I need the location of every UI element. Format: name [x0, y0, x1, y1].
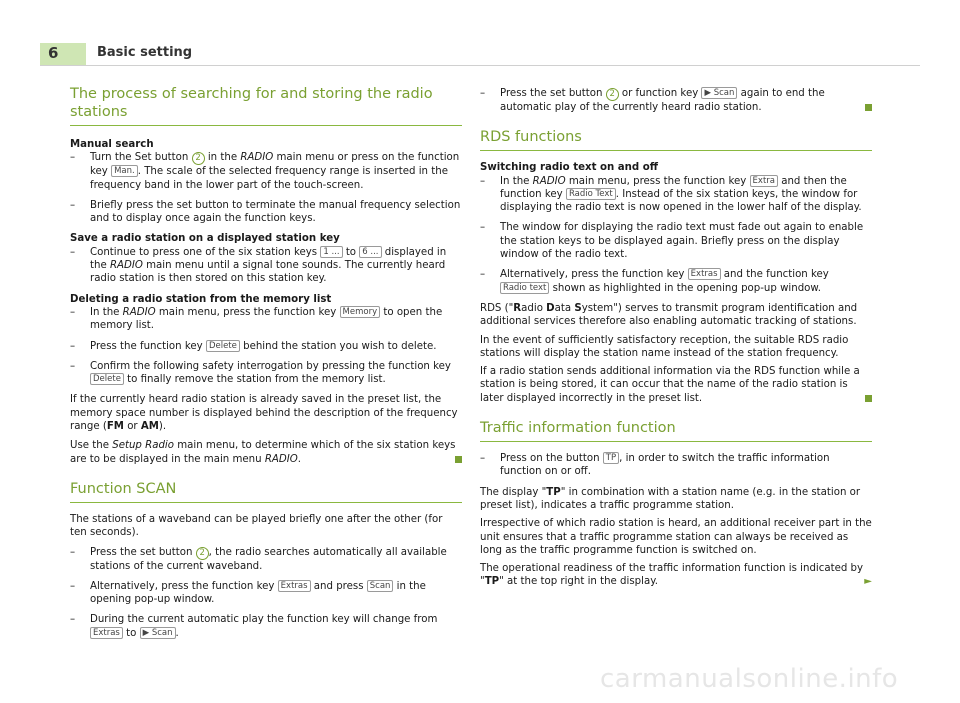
subheading-save-station: Save a radio station on a displayed station key	[70, 233, 340, 245]
left-column	[70, 85, 462, 640]
chapter-title: Basic setting	[97, 45, 193, 60]
set-button-2-icon: 2	[196, 547, 209, 560]
delete-key: Delete	[90, 373, 124, 385]
page-header	[0, 0, 960, 75]
radio-text-key: Radio text	[500, 282, 549, 294]
extra-key: Extra	[750, 175, 778, 187]
paragraph: The display "TP" in combination with a station name (e.g. in the station or preset list), indicates a traffic programme station.	[480, 486, 861, 511]
paragraph: Irrespective of which radio station is heard, an additional receiver part in the unit ensures that a traffic programme station can always be received as long as the traffic programme function is switched on.	[480, 518, 872, 556]
section-title-traffic: Traffic information function	[480, 419, 872, 442]
section-title-searching: The process of searching for and storing the radio stations	[70, 85, 462, 126]
paragraph: The stations of a waveband can be played briefly one after the other (for ten seconds).	[70, 513, 443, 539]
paragraph: If the currently heard radio station is already saved in the preset list, the memory space number is displayed behind the description of the frequency range (FM or AM).	[70, 394, 458, 433]
list-item: – Alternatively, press the function key Extras and press Scan in the opening pop-up window.	[70, 580, 426, 606]
paragraph: In the event of sufficiently satisfactory reception, the suitable RDS radio stations will display the station name instead of the station frequency.	[480, 334, 849, 359]
paragraph: Use the Setup Radio main menu, to determine which of the six station keys are to be displayed in the main menu RADIO.	[70, 439, 462, 466]
page-number-box	[40, 43, 86, 65]
watermark: carmanualsonline.info	[600, 664, 899, 694]
list-item: – Turn the Set button 2 in the RADIO main menu or press on the function key Man. . The scale of the selected frequency range is inserted in the frequency band in the lower part of the touch-screen.	[70, 152, 460, 191]
radio-text-key: Radio Text	[566, 188, 616, 200]
extras-key: Extras	[278, 580, 311, 592]
section-title-rds: RDS functions	[480, 128, 872, 151]
list-item: – In the RADIO main menu, press the function key Memory to open the memory list.	[70, 306, 443, 332]
scan-key: Scan	[367, 580, 394, 592]
station-key-1: 1 ...	[320, 246, 342, 258]
station-key-6: 6 ...	[359, 246, 381, 258]
set-button-2-icon: 2	[606, 88, 619, 101]
right-column	[480, 87, 872, 589]
set-button-2-icon: 2	[192, 152, 205, 165]
section-title-scan: Function SCAN	[70, 480, 462, 503]
list-item: – Briefly press the set button to terminate the manual frequency selection and to display once again the function keys.	[70, 199, 461, 225]
page-number: 6	[48, 44, 59, 62]
continue-arrow-icon: ►	[864, 576, 872, 588]
paragraph: The operational readiness of the traffic information function is indicated by "TP" at the top right in the display. ►	[480, 563, 872, 588]
paragraph: If a radio station sends additional information via the RDS function while a station is being stored, it can occur that the name of the radio station is later displayed incorrectly in the preset list.	[480, 365, 872, 405]
extras-key: Extras	[688, 268, 721, 280]
delete-key: Delete	[206, 340, 240, 352]
header-divider	[40, 65, 920, 66]
section-end-icon	[455, 456, 462, 463]
tp-key: TP	[603, 452, 619, 464]
man-key: Man.	[111, 165, 138, 177]
list-item: – The window for displaying the radio text must fade out again to enable the station keys to be displayed again. Briefly press on the display window of the radio text.	[480, 222, 864, 261]
list-item: – Press the set button 2 , the radio searches automatically all available stations of the current waveband.	[70, 546, 447, 572]
subheading-manual-search: Manual search	[70, 139, 154, 150]
list-item: – Press the set button 2 or function key ▶ Scan again to end the automatic play of the currently heard radio station.	[480, 87, 872, 114]
section-end-icon	[865, 395, 872, 402]
subheading-delete-station: Deleting a radio station from the memory list	[70, 293, 332, 305]
list-item: – During the current automatic play the function key will change from Extras to ▶ Scan .	[70, 614, 438, 639]
paragraph: RDS ("Radio Data System") serves to transmit program identification and additional services therefore also enabling automatic tracking of stations.	[480, 302, 858, 328]
section-end-icon	[865, 104, 872, 111]
list-item: – Confirm the following safety interrogation by pressing the function key Delete to finally remove the station from the memory list.	[70, 360, 451, 386]
play-scan-key: ▶ Scan	[701, 87, 737, 99]
list-item: – Continue to press one of the six station keys 1 ... to 6 ... displayed in the RADIO main menu until a signal tone sounds. The currently heard radio station is then stored on this station key.	[70, 246, 447, 285]
memory-key: Memory	[340, 306, 381, 318]
list-item: – Alternatively, press the function key Extras and the function key Radio text shown as highlighted in the opening pop-up window.	[480, 269, 829, 294]
list-item: – In the RADIO main menu, press the function key Extra and then the function key Radio Text . Instead of the six station keys, the window for displaying the radio text is now opened in the lower half of the display.	[480, 175, 862, 214]
extras-key: Extras	[90, 627, 123, 639]
list-item: – Press on the button TP , in order to switch the traffic information function on or off.	[480, 453, 830, 478]
play-scan-key: ▶ Scan	[140, 627, 176, 639]
subheading-radio-text: Switching radio text on and off	[480, 162, 658, 174]
list-item: – Press the function key Delete behind the station you wish to delete.	[70, 340, 437, 352]
